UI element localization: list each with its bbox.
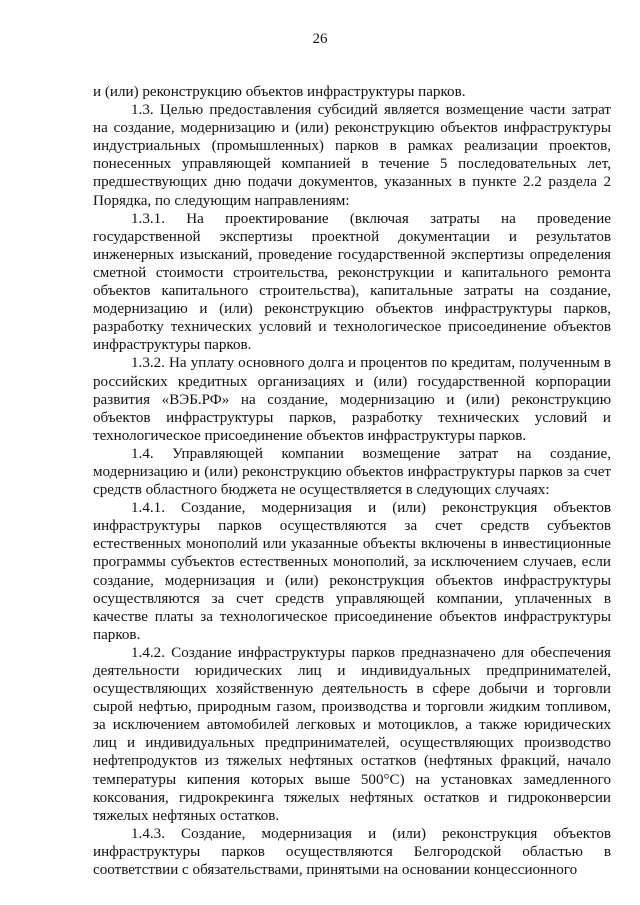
document-body bbox=[93, 83, 611, 879]
paragraph-1-3-2: 1.3.2. На уплату основного долга и процентов по кредитам, полученным в российских кредитных организациях и (или) государственной корпорации развития «ВЭБ.РФ» на создание, модернизацию и (или) реконструкцию объектов инфраструктуры парков, разработку технических условий и технологическое присоединение объектов инфраструктуры парков. bbox=[93, 355, 611, 444]
paragraph-continuation: и (или) реконструкцию объектов инфраструктуры парков. bbox=[93, 84, 466, 100]
paragraph-1-4-2: 1.4.2. Создание инфраструктуры парков предназначено для обеспечения деятельности юридических лиц и индивидуальных предпринимателей, осуществляющих хозяйственную деятельность в сфере добычи и торговли сырой нефтью, природным газом, производства и торговли жидким топливом, за исключением автомобилей легковых и мотоциклов, а также юридических лиц и индивидуальных предпринимателей, осуществляющих производство нефтепродуктов из тяжелых нефтяных остатков (нефтяных фракций, начало температуры кипения которых выше 500°С) на установках замедленного коксования, гидрокрекинга тяжелых нефтяных остатков и гидроконверсии тяжелых нефтяных остатков. bbox=[93, 644, 611, 824]
paragraph-1-3: 1.3. Целью предоставления субсидий является возмещение части затрат на создание, модернизацию и (или) реконструкцию объектов инфраструктуры индустриальных (промышленных) парков в рамках реализации проектов, понесенных управляющей компанией в течение 5 последовательных лет, предшествующих дню подачи документов, указанных в пункте 2.2 раздела 2 Порядка, по следующим направлениям: bbox=[93, 102, 611, 209]
paragraph-1-4-1: 1.4.1. Создание, модернизация и (или) реконструкция объектов инфраструктуры парков осуществляются за счет средств субъектов естественных монополий или указанные объекты включены в инвестиционные программы субъектов естественных монополий, за исключением случаев, если создание, модернизация и (или) реконструкция объектов инфраструктуры осуществляются за счет средств управляющей компании, уплаченных в качестве платы за технологическое присоединение объектов инфраструктуры парков. bbox=[93, 500, 611, 643]
paragraph-1-3-1: 1.3.1. На проектирование (включая затраты на проведение государственной экспертизы проектной документации и результатов инженерных изысканий, проведение государственной экспертизы определения сметной стоимости строительства, реконструкции и капитального ремонта объектов капитального строительства), капитальные затраты на создание, модернизацию и (или) реконструкцию объектов инфраструктуры парков, разработку технических условий и технологическое присоединение объектов инфраструктуры парков. bbox=[93, 210, 611, 354]
page-number: 26 bbox=[312, 31, 328, 47]
paragraph-1-4-3: 1.4.3. Создание, модернизация и (или) реконструкция объектов инфраструктуры парков осуществляются Белгородской областью в соответствии с обязательствами, принятыми на основании концессионного bbox=[93, 825, 611, 879]
paragraph-1-4: 1.4. Управляющей компании возмещение затрат на создание, модернизацию и (или) реконструкцию объектов инфраструктуры парков за счет средств областного бюджета не осуществляется в следующих случаях: bbox=[93, 445, 611, 499]
